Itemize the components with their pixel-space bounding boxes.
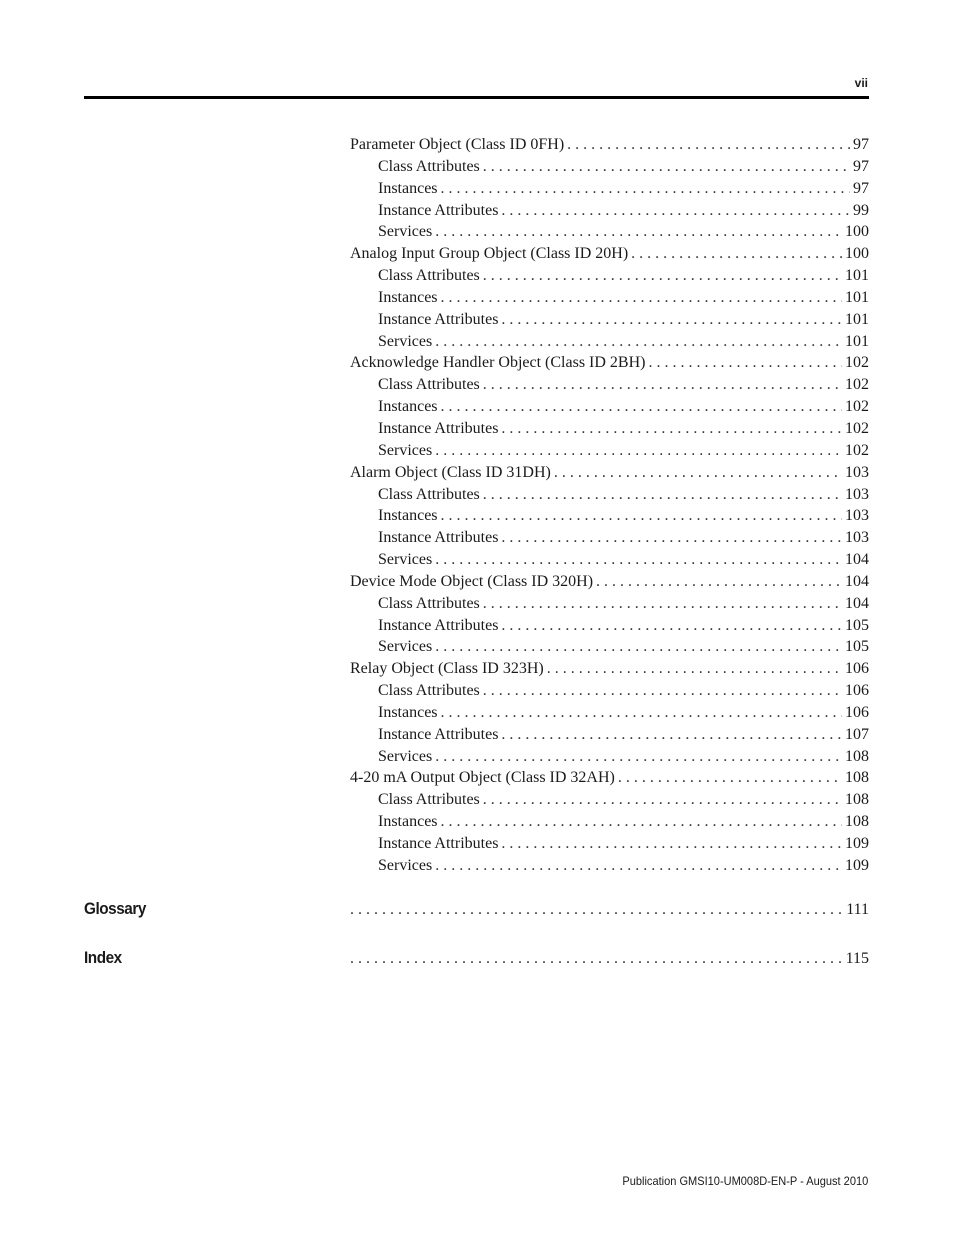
toc-entry-title: Instance Attributes [378,310,499,328]
toc-entry[interactable] [350,593,869,615]
toc-entry-page: 106 [845,660,869,678]
dot-leader [501,833,842,855]
dot-leader [501,724,842,746]
dot-leader [483,156,850,178]
toc-entry[interactable] [350,571,869,593]
dot-leader [435,331,842,353]
dot-leader [501,200,850,222]
dot-leader [441,178,850,200]
toc-entry-title: Class Attributes [378,594,480,612]
dot-leader [501,309,842,331]
toc-entry-title: Instances [378,507,438,525]
toc-entry-page: 108 [845,813,869,831]
toc-entry[interactable] [350,418,869,440]
toc-entry-title: Class Attributes [378,267,480,285]
toc-entry[interactable] [350,789,869,811]
page-number: vii [854,76,868,90]
toc-entry-title: Analog Input Group Object (Class ID 20H) [350,245,629,263]
glossary-page: 111 [846,901,869,918]
footer-publication: Publication GMSI10-UM008D-EN-P - August 2010 [622,1174,868,1188]
dot-leader [483,484,842,506]
toc-entry-page: 109 [845,856,869,874]
toc-entry-page: 102 [845,354,869,372]
toc-entry-page: 107 [845,725,869,743]
toc-entry[interactable] [350,855,869,877]
glossary-row [350,899,869,920]
toc-entry-page: 103 [845,463,869,481]
dot-leader [596,571,842,593]
dot-leader [435,636,842,658]
toc-entry-page: 104 [845,572,869,590]
toc-entry-title: Instance Attributes [378,201,499,219]
toc-entry-title: Instance Attributes [378,616,499,634]
toc-entry-page: 99 [853,201,869,219]
toc-entry[interactable] [350,615,869,637]
toc-entry-title: Services [378,332,433,350]
toc-entry-page: 101 [845,310,869,328]
toc-entry-page: 103 [845,507,869,525]
toc-entry-title: Instances [378,398,438,416]
toc-entry[interactable] [350,243,869,265]
toc-entry[interactable] [350,549,869,571]
dot-leader [441,811,842,833]
toc-entry-page: 104 [845,551,869,569]
dot-leader [435,855,842,877]
toc-entry-title: Class Attributes [378,682,480,700]
toc-entry[interactable] [350,505,869,527]
dot-leader [483,593,842,615]
toc-entry[interactable] [350,265,869,287]
toc-entry[interactable] [350,352,869,374]
toc-entry-page: 108 [845,747,869,765]
dot-leader [441,287,842,309]
toc-entry[interactable] [350,636,869,658]
toc-entry-page: 103 [845,529,869,547]
toc-entry-title: Services [378,747,433,765]
toc-entry[interactable] [350,440,869,462]
toc-entry-title: Instances [378,179,438,197]
toc-entry-title: 4-20 mA Output Object (Class ID 32AH) [350,769,615,787]
toc-entry[interactable] [350,833,869,855]
toc-entry[interactable] [350,374,869,396]
toc-entry-title: Alarm Object (Class ID 31DH) [350,463,551,481]
dot-leader [618,767,842,789]
toc-entry[interactable] [350,309,869,331]
toc-list [350,134,869,877]
index-page: 115 [845,950,869,967]
toc-entry-title: Instances [378,288,438,306]
toc-entry-page: 97 [853,157,869,175]
dot-leader [350,948,843,969]
toc-entry-page: 109 [845,835,869,852]
toc-entry-title: Services [378,638,433,656]
toc-entry-title: Parameter Object (Class ID 0FH) [350,136,565,153]
dot-leader [483,680,842,702]
toc-entry-page: 105 [845,638,869,656]
toc-entry-page: 100 [845,223,869,241]
toc-entry-title: Instance Attributes [378,835,499,852]
toc-entry-title: Instance Attributes [378,529,499,547]
toc-entry-title: Services [378,551,433,569]
toc-entry-page: 102 [845,441,869,459]
toc-entry-page: 106 [845,682,869,700]
index-row [350,948,869,969]
toc-entry[interactable] [350,811,869,833]
toc-entry-page: 108 [845,769,869,787]
dot-leader [501,418,842,440]
toc-entry-page: 97 [853,136,869,153]
toc-entry[interactable] [350,746,869,768]
chapter-glossary[interactable] [84,899,869,923]
toc-entry-page: 103 [845,485,869,503]
toc-entry-page: 101 [845,288,869,306]
toc-entry[interactable] [350,680,869,702]
toc-entry[interactable] [350,462,869,484]
toc-entry[interactable] [350,396,869,418]
toc-entry[interactable] [350,156,869,178]
dot-leader [501,527,842,549]
toc-entry[interactable] [350,178,869,200]
toc-entry-page: 102 [845,419,869,437]
toc-entry[interactable] [350,527,869,549]
toc-entry-title: Class Attributes [378,791,480,809]
dot-leader [648,352,842,374]
toc-entry-page: 100 [845,245,869,263]
header-rule [84,96,869,99]
chapter-index[interactable] [84,948,869,972]
dot-leader [435,440,842,462]
toc-entry-title: Services [378,223,433,241]
toc-entry-title: Relay Object (Class ID 323H) [350,660,544,678]
toc-entry[interactable] [350,702,869,724]
dot-leader [435,549,842,571]
dot-leader [554,462,842,484]
toc-entry[interactable] [350,767,869,789]
dot-leader [441,505,842,527]
toc-entry[interactable] [350,484,869,506]
toc-entry-title: Device Mode Object (Class ID 320H) [350,572,594,590]
toc-entry-title: Services [378,856,433,874]
toc-entry-title: Instance Attributes [378,419,499,437]
toc-entry-page: 97 [853,179,869,197]
toc-entry-title: Class Attributes [378,157,480,175]
toc-entry-title: Instance Attributes [378,725,499,743]
toc-entry[interactable] [350,221,869,243]
dot-leader [435,221,842,243]
dot-leader [350,899,843,920]
toc-entry-page: 105 [845,616,869,634]
toc-entry-page: 102 [845,376,869,394]
toc-entry-page: 108 [845,791,869,809]
toc-entry-title: Services [378,441,433,459]
toc-entry[interactable] [350,658,869,680]
toc-entry-page: 102 [845,398,869,416]
dot-leader [547,658,842,680]
dot-leader [567,134,850,156]
toc-entry[interactable] [350,331,869,353]
toc-entry[interactable] [350,200,869,222]
toc-entry-title: Class Attributes [378,485,480,503]
toc-entry-title: Class Attributes [378,376,480,394]
toc-entry[interactable] [350,134,869,156]
toc-entry-page: 104 [845,594,869,612]
toc-entry[interactable] [350,724,869,746]
dot-leader [441,396,842,418]
toc-entry-title: Instances [378,813,438,831]
toc-entry-title: Instances [378,703,438,721]
dot-leader [441,702,842,724]
toc-entry-page: 101 [845,332,869,350]
toc-entry-page: 101 [845,267,869,285]
toc-entry-title: Acknowledge Handler Object (Class ID 2BH) [350,354,646,372]
index-label: Index [84,948,122,967]
dot-leader [483,265,842,287]
dot-leader [483,789,842,811]
toc-entry[interactable] [350,287,869,309]
dot-leader [501,615,842,637]
dot-leader [435,746,842,768]
toc-entry-page: 106 [845,703,869,721]
dot-leader [631,243,842,265]
dot-leader [483,374,842,396]
glossary-label: Glossary [84,899,146,918]
